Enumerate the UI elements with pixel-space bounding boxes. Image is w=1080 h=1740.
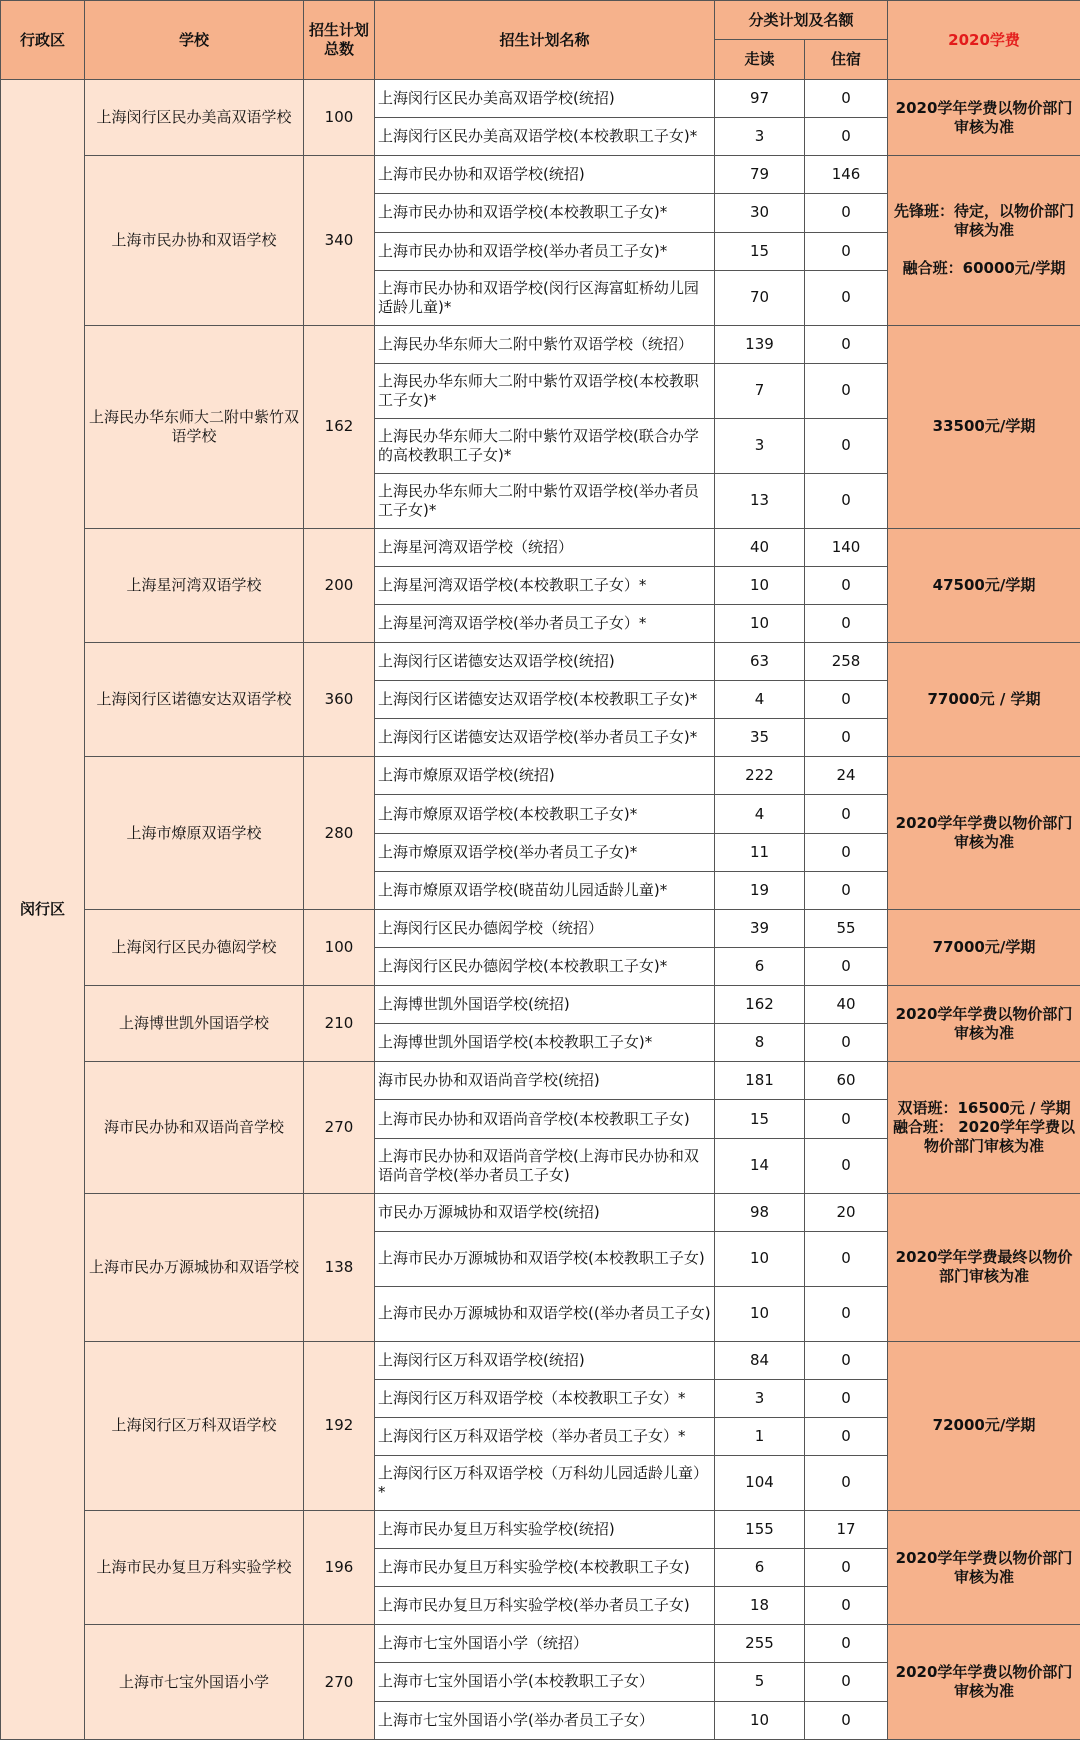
boarding-count: 0: [805, 833, 888, 871]
fee-cell: 72000元/学期: [888, 1341, 1080, 1510]
fee-cell: 33500元/学期: [888, 325, 1080, 528]
plan-name: 上海市七宝外国语小学(举办者员工子女）: [375, 1701, 715, 1740]
plan-name: 上海星河湾双语学校（统招）: [375, 528, 715, 566]
school-name: 上海市民办协和双语学校: [85, 156, 304, 325]
school-name: 上海市民办万源城协和双语学校: [85, 1193, 304, 1341]
boarding-count: 0: [805, 1024, 888, 1062]
day-count: 10: [715, 1231, 805, 1286]
day-count: 6: [715, 947, 805, 985]
table-row: [1, 80, 1080, 118]
school-name: 上海闵行区民办美高双语学校: [85, 80, 304, 156]
district-cell: 闵行区: [1, 80, 85, 1740]
table-row: [1, 1062, 1080, 1100]
fee-cell: 2020学年学费以物价部门审核为准: [888, 1510, 1080, 1624]
boarding-count: 0: [805, 1455, 888, 1510]
day-count: 84: [715, 1341, 805, 1379]
plan-name: 上海市民办复旦万科实验学校(本校教职工子女): [375, 1549, 715, 1587]
boarding-count: 55: [805, 909, 888, 947]
school-total: 138: [304, 1193, 375, 1341]
header-total: 招生计划 总数: [304, 1, 375, 80]
day-count: 7: [715, 363, 805, 418]
plan-name: 上海民办华东师大二附中紫竹双语学校(本校教职工子女)*: [375, 363, 715, 418]
table-row: [1, 1193, 1080, 1231]
day-count: 15: [715, 1100, 805, 1138]
day-count: 155: [715, 1510, 805, 1548]
school-total: 100: [304, 80, 375, 156]
fee-cell: 2020学年学费最终以物价部门审核为准: [888, 1193, 1080, 1341]
table-row: [1, 528, 1080, 566]
day-count: 8: [715, 1024, 805, 1062]
boarding-count: 0: [805, 1100, 888, 1138]
school-total: 192: [304, 1341, 375, 1510]
day-count: 98: [715, 1193, 805, 1231]
day-count: 30: [715, 194, 805, 232]
boarding-count: 0: [805, 947, 888, 985]
header-school: 学校: [85, 1, 304, 80]
day-count: 162: [715, 986, 805, 1024]
fee-cell: 2020学年学费以物价部门审核为准: [888, 80, 1080, 156]
day-count: 19: [715, 871, 805, 909]
school-total: 200: [304, 528, 375, 642]
school-name: 上海闵行区诺德安达双语学校: [85, 642, 304, 756]
day-count: 10: [715, 1286, 805, 1341]
boarding-count: 0: [805, 871, 888, 909]
plan-name: 上海闵行区诺德安达双语学校(统招): [375, 642, 715, 680]
plan-name: 上海闵行区万科双语学校（本校教职工子女）*: [375, 1379, 715, 1417]
boarding-count: 0: [805, 1701, 888, 1740]
school-total: 270: [304, 1062, 375, 1193]
plan-name: 上海闵行区民办德闳学校（统招）: [375, 909, 715, 947]
header-day: 走读: [715, 40, 805, 80]
day-count: 10: [715, 1701, 805, 1740]
plan-name: 上海市民办协和双语尚音学校(上海市民办协和双语尚音学校(举办者员工子女): [375, 1138, 715, 1193]
day-count: 15: [715, 232, 805, 270]
boarding-count: 0: [805, 1625, 888, 1663]
day-count: 10: [715, 566, 805, 604]
school-total: 210: [304, 986, 375, 1062]
boarding-count: 0: [805, 604, 888, 642]
boarding-count: 0: [805, 719, 888, 757]
plan-name: 上海星河湾双语学校(举办者员工子女）*: [375, 604, 715, 642]
fee-cell: 2020学年学费以物价部门审核为准: [888, 757, 1080, 910]
day-count: 3: [715, 418, 805, 473]
table-row: [1, 1510, 1080, 1548]
day-count: 39: [715, 909, 805, 947]
boarding-count: 140: [805, 528, 888, 566]
table-row: [1, 1625, 1080, 1663]
day-count: 10: [715, 604, 805, 642]
boarding-count: 0: [805, 418, 888, 473]
boarding-count: 20: [805, 1193, 888, 1231]
boarding-count: 258: [805, 642, 888, 680]
plan-name: 上海市民办复旦万科实验学校(统招): [375, 1510, 715, 1548]
plan-name: 海市民办协和双语尚音学校(统招): [375, 1062, 715, 1100]
school-name: 海市民办协和双语尚音学校: [85, 1062, 304, 1193]
day-count: 5: [715, 1663, 805, 1701]
boarding-count: 0: [805, 1286, 888, 1341]
plan-name: 上海闵行区民办美高双语学校(本校教职工子女)*: [375, 118, 715, 156]
day-count: 4: [715, 681, 805, 719]
plan-name: 上海市民办协和双语尚音学校(本校教职工子女): [375, 1100, 715, 1138]
table-row: [1, 642, 1080, 680]
day-count: 13: [715, 473, 805, 528]
school-total: 340: [304, 156, 375, 325]
school-total: 100: [304, 909, 375, 985]
boarding-count: 0: [805, 118, 888, 156]
day-count: 40: [715, 528, 805, 566]
plan-name: 上海闵行区诺德安达双语学校(本校教职工子女)*: [375, 681, 715, 719]
plan-name: 上海市民办万源城协和双语学校(本校教职工子女): [375, 1231, 715, 1286]
header-district: 行政区: [1, 1, 85, 80]
school-name: 上海闵行区民办德闳学校: [85, 909, 304, 985]
plan-name: 上海市燎原双语学校(本校教职工子女)*: [375, 795, 715, 833]
school-name: 上海博世凯外国语学校: [85, 986, 304, 1062]
header-fee: 2020学费: [888, 1, 1080, 80]
fee-cell: 2020学年学费以物价部门审核为准: [888, 986, 1080, 1062]
plan-name: 上海市民办协和双语学校(举办者员工子女)*: [375, 232, 715, 270]
boarding-count: 60: [805, 1062, 888, 1100]
school-total: 270: [304, 1625, 375, 1740]
plan-name: 上海市民办协和双语学校(本校教职工子女)*: [375, 194, 715, 232]
plan-name: 上海市燎原双语学校(举办者员工子女)*: [375, 833, 715, 871]
day-count: 97: [715, 80, 805, 118]
plan-name: 上海市燎原双语学校(晓苗幼儿园适龄儿童)*: [375, 871, 715, 909]
boarding-count: 0: [805, 194, 888, 232]
plan-name: 上海闵行区万科双语学校(统招): [375, 1341, 715, 1379]
day-count: 14: [715, 1138, 805, 1193]
plan-name: 市民办万源城协和双语学校(统招): [375, 1193, 715, 1231]
day-count: 4: [715, 795, 805, 833]
plan-name: 上海市民办复旦万科实验学校(举办者员工子女): [375, 1587, 715, 1625]
boarding-count: 0: [805, 80, 888, 118]
school-name: 上海闵行区万科双语学校: [85, 1341, 304, 1510]
table-row: [1, 986, 1080, 1024]
plan-name: 上海民办华东师大二附中紫竹双语学校（统招）: [375, 325, 715, 363]
school-total: 196: [304, 1510, 375, 1624]
plan-name: 上海闵行区民办德闳学校(本校教职工子女)*: [375, 947, 715, 985]
plan-name: 上海博世凯外国语学校(统招): [375, 986, 715, 1024]
plan-name: 上海闵行区诺德安达双语学校(举办者员工子女)*: [375, 719, 715, 757]
plan-name: 上海市民办协和双语学校(闵行区海富虹桥幼儿园适龄儿童)*: [375, 270, 715, 325]
boarding-count: 0: [805, 232, 888, 270]
boarding-count: 0: [805, 270, 888, 325]
boarding-count: 17: [805, 1510, 888, 1548]
boarding-count: 0: [805, 1231, 888, 1286]
fee-cell: 先锋班：待定，以物价部门审核为准 融合班：60000元/学期: [888, 156, 1080, 325]
boarding-count: 0: [805, 795, 888, 833]
plan-name: 上海闵行区万科双语学校（举办者员工子女）*: [375, 1417, 715, 1455]
boarding-count: 0: [805, 473, 888, 528]
day-count: 70: [715, 270, 805, 325]
school-name: 上海市民办复旦万科实验学校: [85, 1510, 304, 1624]
table-row: [1, 156, 1080, 194]
fee-cell: 77000元/学期: [888, 909, 1080, 985]
day-count: 79: [715, 156, 805, 194]
day-count: 11: [715, 833, 805, 871]
day-count: 139: [715, 325, 805, 363]
school-name: 上海星河湾双语学校: [85, 528, 304, 642]
table-row: [1, 1341, 1080, 1379]
school-name: 上海民办华东师大二附中紫竹双语学校: [85, 325, 304, 528]
day-count: 18: [715, 1587, 805, 1625]
day-count: 222: [715, 757, 805, 795]
day-count: 63: [715, 642, 805, 680]
table-body: [1, 80, 1080, 1740]
table-row: [1, 757, 1080, 795]
school-total: 280: [304, 757, 375, 910]
day-count: 181: [715, 1062, 805, 1100]
day-count: 3: [715, 118, 805, 156]
school-total: 162: [304, 325, 375, 528]
header-category: 分类计划及名额: [715, 1, 888, 40]
plan-name: 上海闵行区万科双语学校（万科幼儿园适龄儿童）*: [375, 1455, 715, 1510]
boarding-count: 0: [805, 1138, 888, 1193]
boarding-count: 0: [805, 1587, 888, 1625]
plan-name: 上海星河湾双语学校(本校教职工子女）*: [375, 566, 715, 604]
table-row: [1, 325, 1080, 363]
plan-name: 上海市七宝外国语小学(本校教职工子女）: [375, 1663, 715, 1701]
boarding-count: 0: [805, 566, 888, 604]
school-name: 上海市燎原双语学校: [85, 757, 304, 910]
boarding-count: 0: [805, 1663, 888, 1701]
boarding-count: 0: [805, 363, 888, 418]
table-row: [1, 909, 1080, 947]
day-count: 1: [715, 1417, 805, 1455]
school-name: 上海市七宝外国语小学: [85, 1625, 304, 1740]
fee-cell: 77000元 / 学期: [888, 642, 1080, 756]
plan-name: 上海市燎原双语学校(统招): [375, 757, 715, 795]
plan-name: 上海市民办万源城协和双语学校((举办者员工子女): [375, 1286, 715, 1341]
boarding-count: 40: [805, 986, 888, 1024]
plan-name: 上海闵行区民办美高双语学校(统招): [375, 80, 715, 118]
day-count: 6: [715, 1549, 805, 1587]
boarding-count: 24: [805, 757, 888, 795]
plan-name: 上海市七宝外国语小学（统招）: [375, 1625, 715, 1663]
plan-name: 上海民办华东师大二附中紫竹双语学校(联合办学的高校教职工子女)*: [375, 418, 715, 473]
plan-name: 上海市民办协和双语学校(统招): [375, 156, 715, 194]
day-count: 3: [715, 1379, 805, 1417]
boarding-count: 0: [805, 1341, 888, 1379]
fee-cell: 2020学年学费以物价部门审核为准: [888, 1625, 1080, 1740]
fee-cell: 双语班：16500元 / 学期 融合班： 2020学年学费以物价部门审核为准: [888, 1062, 1080, 1193]
header-boarding: 住宿: [805, 40, 888, 80]
boarding-count: 0: [805, 325, 888, 363]
header-plan-name: 招生计划名称: [375, 1, 715, 80]
boarding-count: 0: [805, 1379, 888, 1417]
school-total: 360: [304, 642, 375, 756]
boarding-count: 0: [805, 1549, 888, 1587]
boarding-count: 0: [805, 681, 888, 719]
boarding-count: 146: [805, 156, 888, 194]
plan-name: 上海博世凯外国语学校(本校教职工子女)*: [375, 1024, 715, 1062]
boarding-count: 0: [805, 1417, 888, 1455]
day-count: 255: [715, 1625, 805, 1663]
fee-cell: 47500元/学期: [888, 528, 1080, 642]
day-count: 104: [715, 1455, 805, 1510]
plan-name: 上海民办华东师大二附中紫竹双语学校(举办者员工子女)*: [375, 473, 715, 528]
day-count: 35: [715, 719, 805, 757]
